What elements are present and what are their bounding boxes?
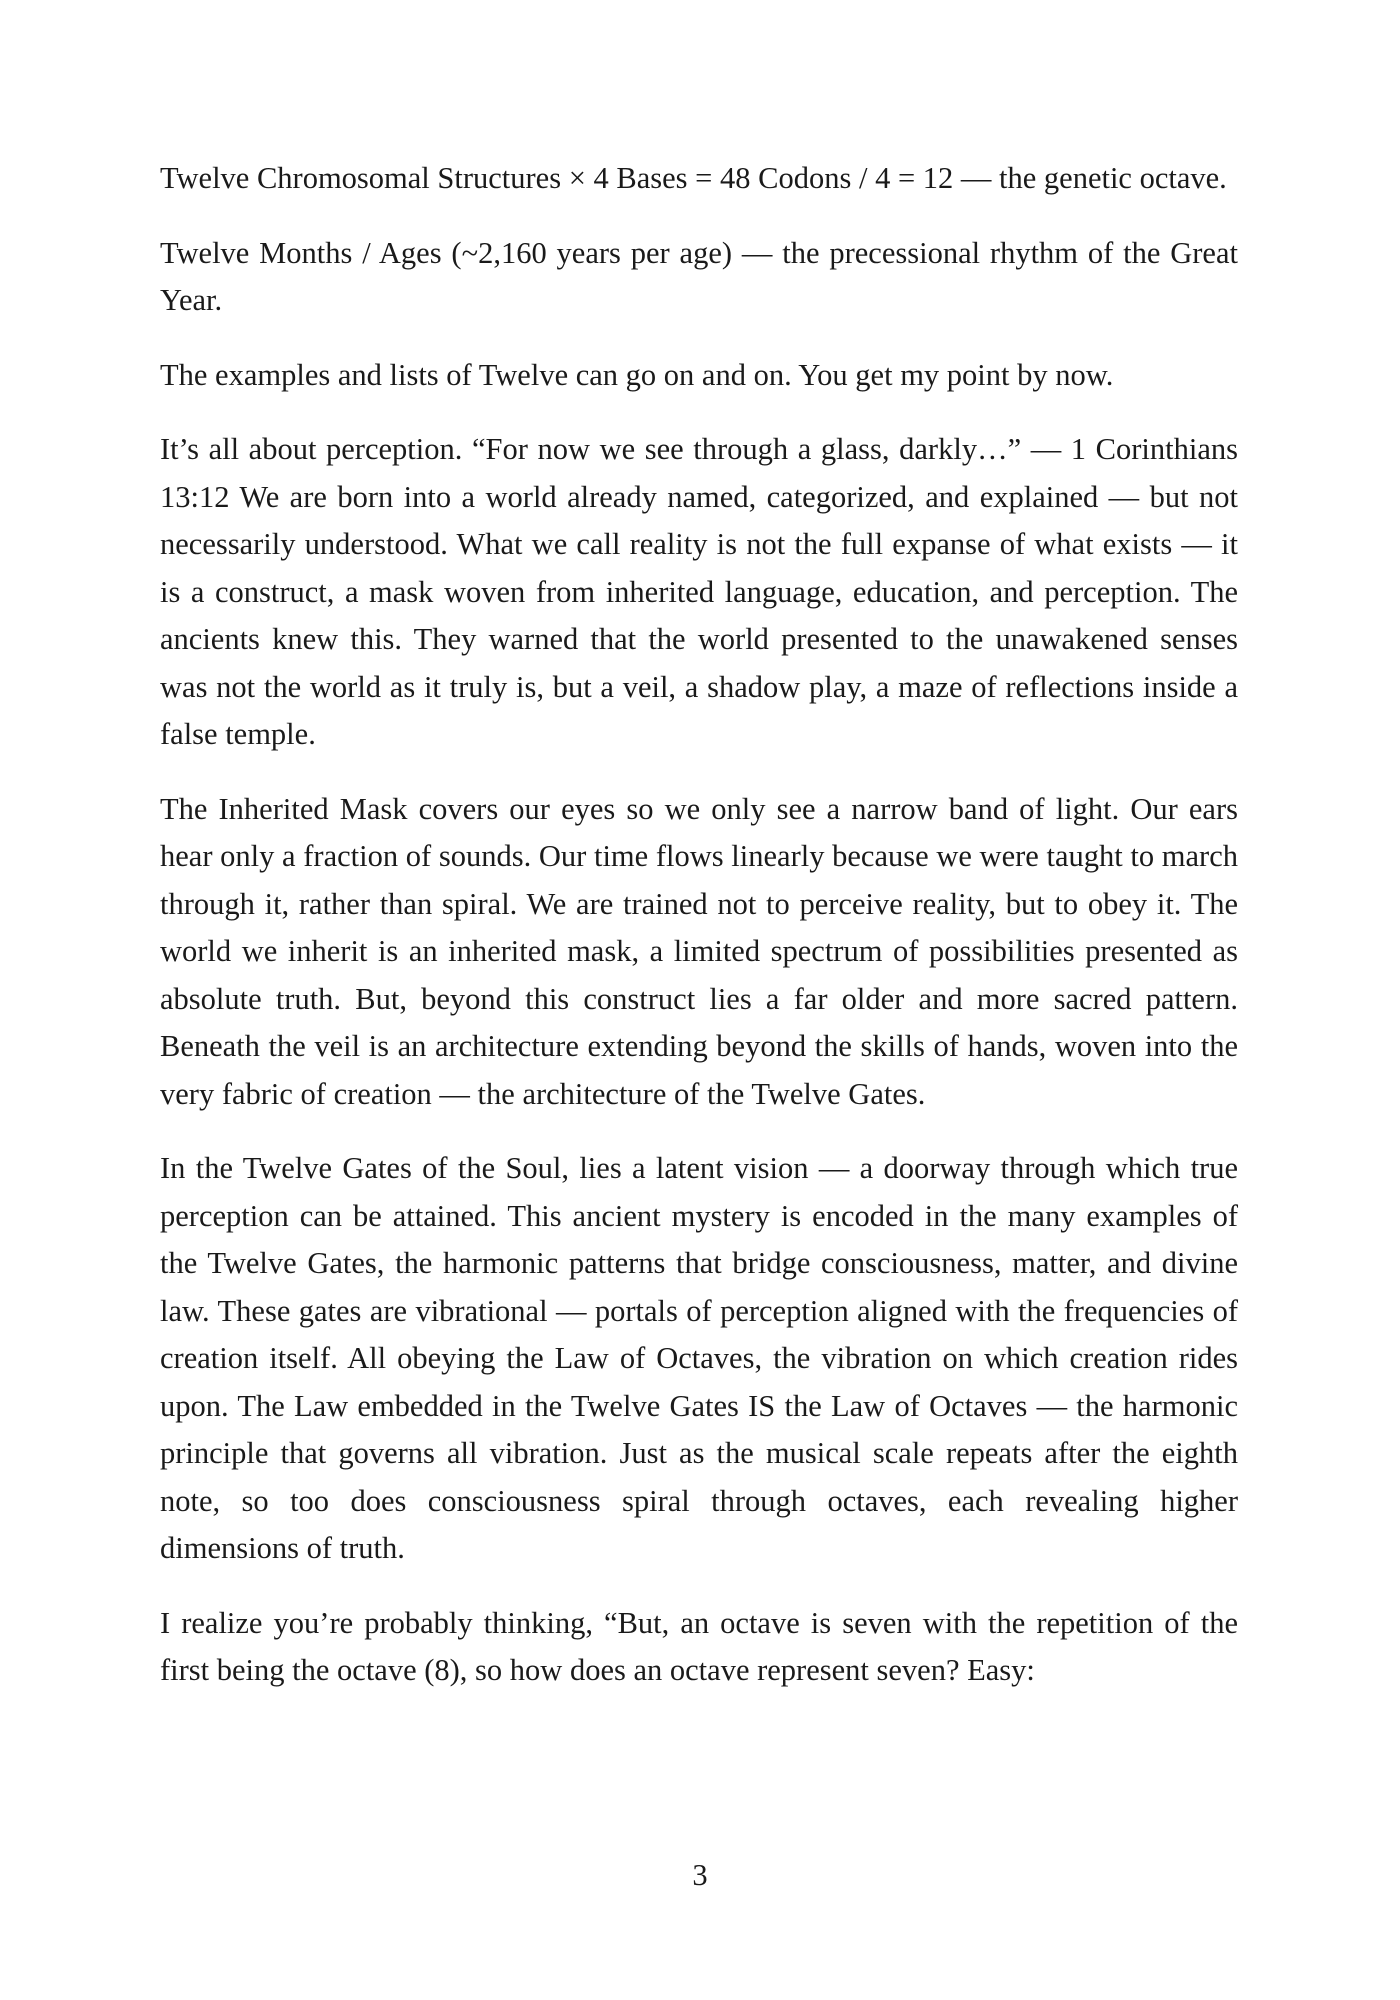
paragraph-twelve-gates: In the Twelve Gates of the Soul, lies a latent vision — a doorway through which true perception can be attained. This ancient mystery is encoded in the many examples of the Twelve Gates, the harmonic patterns that bridge consciousness, matter, and divine law. These gates are vibrational — portals of perception aligned with the frequencies of creation itself. All obeying the Law of Octaves, the vibration on which creation rides upon. The Law embedded in the Twelve Gates IS the Law of Octaves — the harmonic principle that governs all vibration. Just as the musical scale repeats after the eighth note, so too does consciousness spiral through octaves, each revealing higher dimensions of truth. [160, 1151, 1238, 1565]
body-text [160, 155, 1238, 1722]
paragraph-genetic-octave: Twelve Chromosomal Structures × 4 Bases = 48 Codons / 4 = 12 — the genetic octave. [160, 161, 1227, 195]
paragraph-inherited-mask: The Inherited Mask covers our eyes so we only see a narrow band of light. Our ears hear only a fraction of sounds. Our time flows linearly because we were taught to march through it, rather than spiral. We are trained not to perceive reality, but to obey it. The world we inherit is an inherited mask, a limited spectrum of possibilities presented as absolute truth. But, beyond this construct lies a far older and more sacred pattern. Beneath the veil is an architecture extending beyond the skills of hands, woven into the very fabric of creation — the architecture of the Twelve Gates. [160, 791, 1238, 1111]
paragraph-perception: It’s all about perception. “For now we see through a glass, darkly…” — 1 Corinthians 13:12 We are born into a world already named, categorized, and explained — but not necessarily understood. What we call reality is not the full expanse of what exists — it is a construct, a mask woven from inherited language, education, and perception. The ancients knew this. They warned that the world presented to the unawakened senses was not the world as it truly is, but a veil, a shadow play, a maze of reflections inside a false temple. [160, 432, 1238, 751]
paragraph-great-year: Twelve Months / Ages (~2,160 years per age) — the precessional rhythm of the Great Year. [160, 235, 1238, 317]
paragraph-octave-question: I realize you’re probably thinking, “But, an octave is seven with the repetition of the first being the octave (8), so how does an octave represent seven? Easy: [160, 1605, 1238, 1687]
page-number: 3 [692, 1858, 708, 1892]
paragraph-examples: The examples and lists of Twelve can go on and on. You get my point by now. [160, 357, 1114, 392]
